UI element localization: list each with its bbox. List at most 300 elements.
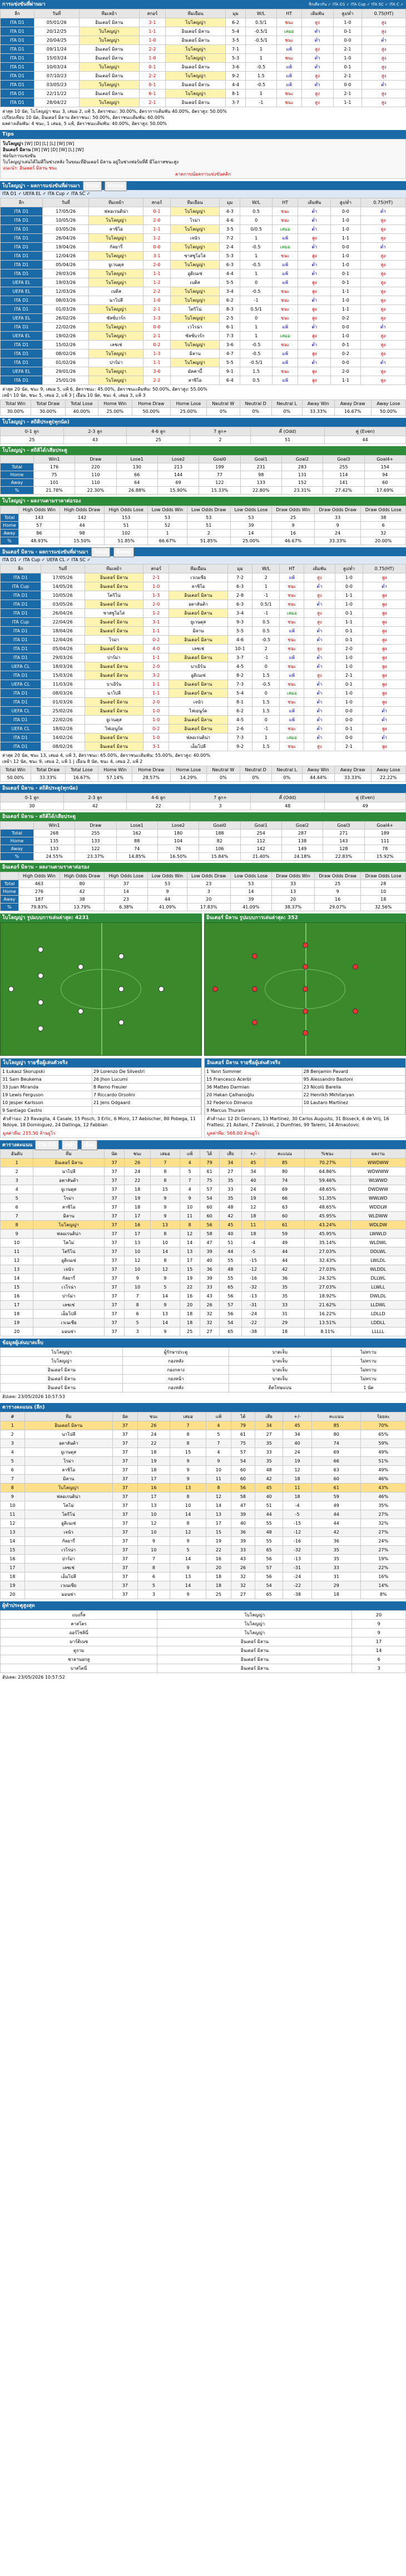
column-header: Goal3 <box>323 456 364 463</box>
table-cell: Home <box>1 471 34 479</box>
column-header: Away Lose <box>371 400 405 408</box>
table-row <box>1 609 406 618</box>
table-cell: Away <box>1 845 34 853</box>
home-formation-title: โบโลญญ่า รูปแบบการเล่นล่าสุด: 4231 <box>0 913 202 922</box>
table-cell: 27% <box>361 1528 406 1537</box>
table-cell: 138 <box>281 837 323 845</box>
table-cell: สูง <box>301 72 333 81</box>
table-cell: แพ้ <box>280 627 304 636</box>
h2h-summary-line-2: เปรียบเทียบ 10 นัด, อินเตอร์ มิลาน อัตราชนะ: 50.00%, อัตราชนะเดิมพัน: 60.00% <box>2 115 165 120</box>
standings-tab-away[interactable]: เยือน <box>81 1140 98 1150</box>
table-cell: 26.88% <box>116 487 157 495</box>
column-header: Goal4+ <box>364 822 405 830</box>
table-cell: 18 <box>241 1230 265 1239</box>
table-cell: ITA D1 <box>1 72 34 81</box>
table-cell: อินเตอร์ มิลาน <box>165 81 225 89</box>
table-cell: เวโรน่า <box>33 1283 105 1292</box>
column-header: สูง/ต่ำ <box>333 9 362 18</box>
table-cell: ต่ำ <box>298 323 331 332</box>
table-cell: 11 <box>1 1247 33 1256</box>
table-cell: สูง <box>362 98 406 107</box>
table-cell: กองหลัง <box>123 1384 229 1392</box>
table-cell: -15 <box>241 1256 265 1265</box>
table-cell: 1-1 <box>333 98 362 107</box>
column-header: วันที่ <box>41 565 85 573</box>
table-row <box>1 296 406 305</box>
column-header: ลีก <box>1 9 34 18</box>
table-cell: 0-0 <box>333 81 362 89</box>
table-cell: 37 <box>112 1555 137 1564</box>
table-cell: 13.79% <box>60 903 105 911</box>
column-header: Lose1 <box>116 456 157 463</box>
table-cell: 37 <box>104 1256 124 1265</box>
table-row <box>1 1176 406 1185</box>
table-cell: 110 <box>75 479 116 487</box>
table-cell: แพ้ <box>273 323 298 332</box>
table-cell: 1-0 <box>143 733 169 742</box>
table-cell: ฟลอเรนติน่า <box>33 1230 105 1239</box>
table-cell: อินเตอร์ มิลาน <box>157 1646 352 1655</box>
table-cell: ITA D1 <box>1 350 43 358</box>
column-header: Draw Odds Lose <box>361 506 406 514</box>
away-squad-table <box>205 1067 405 1115</box>
table-row <box>205 1084 405 1091</box>
table-cell: 143 <box>18 514 60 522</box>
table-cell: 25 <box>127 436 190 444</box>
table-cell: 6 <box>352 1655 406 1664</box>
table-cell: ชนะ <box>273 367 298 376</box>
table-cell: สูง <box>363 662 406 671</box>
table-cell: 5-3 <box>220 252 240 261</box>
home-recent-options[interactable]: ITA D1 ✓ UEFA EL ✓ ITA Cup ✓ ITA SC ✓ <box>0 190 406 198</box>
table-cell: 22.80% <box>240 487 281 495</box>
table-cell: 2 <box>252 573 280 582</box>
table-row <box>1 1230 406 1239</box>
table-cell: 15.92% <box>364 853 405 861</box>
column-header: Goal0 <box>199 456 240 463</box>
table-row <box>1 802 406 810</box>
table-cell: ต่ำ <box>301 54 333 63</box>
table-cell: -0.5 <box>240 287 273 296</box>
table-cell: 16 <box>137 1484 170 1492</box>
column-header: HT <box>273 198 298 207</box>
table-cell: 0.5/1 <box>240 305 273 314</box>
table-cell: 0-2 <box>331 350 360 358</box>
table-cell: 33.33% <box>314 537 361 545</box>
table-cell: 35% <box>361 1501 406 1510</box>
table-cell: สูง <box>363 742 406 751</box>
table-cell: 2 <box>187 530 230 537</box>
table-cell: 0-0 <box>335 733 363 742</box>
table-cell: 60 <box>312 1475 361 1484</box>
table-cell: 48 <box>255 1528 283 1537</box>
table-row <box>1 530 406 537</box>
table-row <box>1 716 406 725</box>
table-cell: 111 <box>364 837 405 845</box>
table-cell: 12 <box>170 1528 206 1537</box>
table-cell: 37 <box>104 1176 124 1185</box>
table-cell: 48 <box>250 802 324 810</box>
table-cell: UEFA EL <box>1 332 43 341</box>
table-cell: ฟลอเรนติน่า <box>169 733 228 742</box>
table-cell: 51.85% <box>187 537 230 545</box>
table-cell: 60 <box>200 1212 219 1221</box>
table-cell: โบโลญญ่า <box>165 72 225 81</box>
h2h-options[interactable]: ลีกเดียวกัน ✓ ITA D1 ✓ ITA Cup ✓ ITA SC ✓ ITA C ✓ <box>309 2 404 7</box>
table-cell: 12 <box>206 1492 231 1501</box>
column-header: Lose2 <box>157 456 199 463</box>
table-cell: 17 <box>137 1492 170 1501</box>
table-cell: 17 <box>125 1230 151 1239</box>
table-row <box>1 1194 406 1203</box>
table-cell: 2 <box>190 436 251 444</box>
table-row <box>1 888 406 896</box>
column-header: Neutral L <box>271 766 302 774</box>
column-header: Draw Odds Win <box>272 872 315 880</box>
table-cell: 18 <box>1 1572 25 1581</box>
tab-away-total[interactable]: Total <box>91 547 111 557</box>
table-cell: ลาซิโอ <box>170 376 220 385</box>
table-cell: ITA D1 <box>1 733 41 742</box>
table-cell: ITA D1 <box>1 296 43 305</box>
player-name: 28 Benjamin Pavard <box>302 1068 405 1076</box>
table-cell: 14 <box>170 1581 206 1590</box>
table-cell: อินเตอร์ มิลาน <box>1 1366 123 1375</box>
tips-link[interactable]: คาดการณ์ผลการแข่งขันคลิก <box>175 172 231 177</box>
table-cell: สูง <box>298 287 331 296</box>
table-cell: 55 <box>219 1274 241 1283</box>
table-cell: โบโลญญ่า <box>79 27 139 36</box>
table-cell: แพ้ <box>273 234 298 243</box>
table-cell: 28.57% <box>132 774 170 782</box>
table-cell: 19 <box>137 1457 170 1466</box>
table-cell: 20 <box>272 896 315 903</box>
table-cell: 16 <box>1 1555 25 1564</box>
table-cell: 50.00% <box>371 408 405 416</box>
table-cell: สูง <box>362 63 406 72</box>
table-cell: 36 <box>231 1528 255 1537</box>
table-cell: 16 <box>125 1221 151 1230</box>
table-cell: 33 <box>200 1283 219 1292</box>
table-cell: 65 <box>255 1590 283 1599</box>
table-cell: 37 <box>104 1239 124 1247</box>
table-cell: ไม่ทราบ <box>331 1366 405 1375</box>
table-row <box>1 1384 406 1392</box>
table-cell: 18/02/26 <box>41 725 85 733</box>
player-name: 21 Jens Odgaard <box>92 1099 201 1107</box>
table-cell: เสมอ <box>273 243 298 252</box>
column-header: ร้อยละ <box>361 1412 406 1421</box>
table-cell: สูง <box>360 314 405 323</box>
table-cell: โบโลญญ่า <box>33 1221 105 1230</box>
table-cell: 56 <box>219 1292 241 1301</box>
table-cell: โบโลญญ่า <box>89 269 143 278</box>
table-cell: -32 <box>283 1546 312 1555</box>
table-cell: 35.14% <box>305 1239 350 1247</box>
table-cell: 19% <box>361 1555 406 1564</box>
table-cell: 1-3 <box>143 314 171 323</box>
table-cell: สูง <box>301 18 333 27</box>
away-recent-options[interactable]: ITA D1 ✓ ITA Cup ✓ UEFA CL ✓ ITA SC ✓ <box>0 556 406 564</box>
table-cell: 1 <box>1 1159 33 1167</box>
table-cell: -5 <box>283 1510 312 1519</box>
standings2-section <box>0 1403 406 1599</box>
table-cell: 10 <box>206 1466 231 1475</box>
table-cell: 37 <box>112 1572 137 1581</box>
table-cell: 18 <box>125 1203 151 1212</box>
table-cell: 65 <box>255 1546 283 1555</box>
table-cell: 36 <box>265 1274 304 1283</box>
table-cell: 0-0 <box>143 243 171 252</box>
table-cell: 14 <box>230 530 272 537</box>
tab-home-total[interactable]: Total <box>83 181 102 191</box>
table-header-row <box>1 1150 406 1159</box>
table-cell: 0% <box>240 408 271 416</box>
table-cell: 17 <box>352 1638 406 1646</box>
table-cell: 9 <box>314 522 361 530</box>
table-cell: 23 <box>105 896 148 903</box>
table-cell: 37 <box>104 1283 124 1292</box>
table-cell: 51 <box>187 522 230 530</box>
table-cell: 08/03/26 <box>42 296 88 305</box>
table-cell: มัคคาบี้ <box>170 367 220 376</box>
table-cell: ต่ำ <box>298 216 331 225</box>
table-cell: 268 <box>33 830 75 837</box>
table-cell: ต่ำ <box>298 261 331 269</box>
table-row <box>1 1492 406 1501</box>
table-cell: 8 <box>125 1301 151 1310</box>
table-cell: 4 <box>206 1421 231 1430</box>
table-cell: 43 <box>200 1292 219 1301</box>
player-name: 36 Matteo Darmian <box>205 1084 303 1091</box>
table-cell: UEFA CL <box>1 707 41 716</box>
table-row <box>1 1265 406 1274</box>
player-marker <box>303 986 308 992</box>
table-header-row <box>1 456 406 463</box>
table-cell: 3-5 <box>226 36 246 45</box>
table-cell: 51 <box>250 436 324 444</box>
table-cell: โบโลญญ่า <box>79 98 139 107</box>
table-cell: -15 <box>283 1519 312 1528</box>
table-cell: 59 <box>265 1230 304 1239</box>
table-header-row <box>1 198 406 207</box>
away-recent-table <box>0 564 406 751</box>
table-cell: ต่ำ <box>298 341 331 350</box>
table-row <box>1 1357 406 1366</box>
player-name: 10 Lautaro Martínez <box>302 1099 405 1107</box>
column-header: เสีย <box>219 1150 241 1159</box>
table-cell: 0-0 <box>335 582 363 591</box>
table-header-row <box>1 822 406 830</box>
column-header: Total Lose <box>65 766 98 774</box>
table-cell: 1 <box>148 530 187 537</box>
table-cell: 74 <box>312 1439 361 1448</box>
table-cell: สูง <box>360 287 405 296</box>
table-cell: 10 <box>125 1247 151 1256</box>
column-header: สกอร์ <box>139 9 165 18</box>
table-cell: 6-3 <box>220 261 240 269</box>
table-cell: 0-2 <box>143 725 169 733</box>
table-cell: เจนัว <box>170 234 220 243</box>
table-cell: 37 <box>112 1537 137 1546</box>
table-cell: มิลาน <box>169 627 228 636</box>
table-cell: ฟลอเรนติน่า <box>89 207 143 216</box>
table-cell: 1-0 <box>333 18 362 27</box>
table-cell: 1-0 <box>333 54 362 63</box>
column-header <box>1 506 19 514</box>
table-cell: 17 <box>1 1301 33 1310</box>
table-cell: โบโลญญ่า <box>89 332 143 341</box>
table-cell: 14 <box>151 1319 180 1327</box>
table-row <box>1 72 406 81</box>
table-cell: 0.5 <box>240 207 273 216</box>
table-cell: 3-6 <box>226 63 246 72</box>
table-cell: 1 <box>1 1421 25 1430</box>
table-cell: 0-1 <box>331 269 360 278</box>
table-cell: อินเตอร์ มิลาน <box>85 742 143 751</box>
table-cell: โบโลญญ่า <box>89 278 143 287</box>
table-cell: 23 <box>187 880 230 888</box>
table-cell: WWLWD <box>350 1194 405 1203</box>
column-header: %ชนะ <box>305 1150 350 1159</box>
table-cell: เอ็มโปลี <box>33 1310 105 1319</box>
table-row <box>1 1546 406 1555</box>
table-cell: สูง <box>304 573 335 582</box>
table-cell: 7-2 <box>227 573 252 582</box>
table-cell: อินเตอร์ มิลาน <box>85 698 143 707</box>
table-cell: 1 <box>240 323 273 332</box>
table-cell: 18 <box>241 1212 265 1221</box>
tab-away-away[interactable]: Away <box>113 547 134 557</box>
standings-tab-league[interactable]: ITA D1 <box>35 1140 59 1150</box>
table-row <box>1 54 406 63</box>
table-cell: 37 <box>104 1274 124 1283</box>
table-cell: 03/05/26 <box>42 225 88 234</box>
table-cell: ไม่ทราบ <box>331 1357 405 1366</box>
table-cell: 60 <box>364 479 405 487</box>
table-cell: แพ้ <box>273 269 298 278</box>
table-cell: 48 <box>219 1203 241 1212</box>
table-row <box>1 680 406 689</box>
table-cell: -16 <box>241 1274 265 1283</box>
table-cell: 46.67% <box>272 537 315 545</box>
table-cell: 37 <box>104 1185 124 1194</box>
table-cell: ชนะ <box>273 296 298 305</box>
player-marker <box>118 986 124 992</box>
table-cell: 17/05/26 <box>42 207 88 216</box>
table-cell: นาโปลี <box>33 1167 105 1176</box>
table-cell: ยูเวนตุส <box>85 716 143 725</box>
table-cell: 2-0 <box>143 216 171 225</box>
table-cell: โบโลญญ่า <box>79 63 139 72</box>
table-cell: DLLWL <box>350 1274 405 1283</box>
player-marker <box>212 986 218 992</box>
standings-title-bar <box>0 1140 406 1149</box>
table-cell: 1-0 <box>331 216 360 225</box>
table-cell: 29 <box>312 1581 361 1590</box>
table-cell: 20/04/25 <box>34 36 79 45</box>
table-cell: 79 <box>231 1421 255 1430</box>
table-cell: 0-2 <box>143 636 169 645</box>
column-header: แพ้ <box>206 1412 231 1421</box>
table-cell: 64.86% <box>305 1167 350 1176</box>
table-cell: 1-0 <box>335 600 363 609</box>
column-header: สกอร์ <box>143 565 169 573</box>
table-cell: โบโลญญ่า <box>165 54 225 63</box>
table-cell: 0-2 <box>331 314 360 323</box>
table-cell: 14 <box>151 1247 180 1256</box>
table-cell: 14.85% <box>116 853 157 861</box>
table-cell: 9 <box>137 1537 170 1546</box>
table-cell: 2-1 <box>333 45 362 54</box>
table-cell: ติดโทษแบน <box>229 1384 331 1392</box>
table-cell: 37 <box>112 1421 137 1430</box>
table-cell: 38 <box>361 514 406 522</box>
table-cell: 141 <box>323 479 364 487</box>
table-cell: 78 <box>364 845 405 853</box>
table-cell: 4 <box>1 1185 33 1194</box>
table-cell: 38 <box>60 896 105 903</box>
table-cell: 1-0 <box>335 698 363 707</box>
table-cell: 35 <box>219 1176 241 1185</box>
table-cell: LLLLL <box>350 1327 405 1336</box>
table-cell: โบโลญญ่า <box>165 45 225 54</box>
column-header: Win1 <box>33 822 75 830</box>
table-cell: 15.90% <box>157 487 199 495</box>
table-cell: 7-3 <box>220 332 240 341</box>
table-cell: โรม่า <box>33 1194 105 1203</box>
table-cell: 187 <box>18 896 60 903</box>
table-cell: 26 <box>200 1301 219 1310</box>
column-header: สกอร์ <box>143 198 171 207</box>
table-row <box>1 207 406 216</box>
table-cell: ปาร์ม่า <box>24 1555 112 1564</box>
column-header: เสีย <box>255 1412 283 1421</box>
table-row <box>1 1655 406 1664</box>
table-cell: อินเตอร์ มิลาน <box>169 591 228 600</box>
player-name: 9 Marcus Thuram <box>205 1107 303 1115</box>
table-cell: 104 <box>157 837 199 845</box>
table-cell: 19 <box>1 1581 25 1590</box>
table-cell: ITA D1 <box>1 689 41 698</box>
table-row <box>1 341 406 350</box>
table-cell: โคโม่ <box>33 1239 105 1247</box>
table-cell: ชาลานอกลู <box>1 1655 157 1664</box>
column-header: High Odds Win <box>18 872 60 880</box>
table-cell: 9 <box>1 1492 25 1501</box>
table-cell: 1-0 <box>331 332 360 341</box>
table-cell: 49 <box>265 1239 304 1247</box>
table-row <box>1 1099 201 1107</box>
injury-table <box>0 1347 406 1392</box>
tab-home-home[interactable]: Home <box>105 181 126 191</box>
table-cell: สูง <box>304 591 335 600</box>
standings-tab-home[interactable]: เหย้า <box>62 1140 78 1150</box>
table-cell: 2-0 <box>143 698 169 707</box>
table-cell: LDLLD <box>350 1310 405 1319</box>
column-header: +/- <box>241 1150 265 1159</box>
table-cell: 37 <box>104 1301 124 1310</box>
table-cell: อินเตอร์ มิลาน <box>85 573 143 582</box>
h2h-section <box>0 0 406 128</box>
table-cell: แพ้ <box>273 261 298 269</box>
column-header: Total Draw <box>31 766 65 774</box>
player-marker <box>38 1026 43 1031</box>
table-cell: 122 <box>199 479 240 487</box>
table-cell: 2-2 <box>139 72 165 81</box>
table-cell: ชนะ <box>273 207 298 216</box>
table-cell: 20/12/25 <box>34 27 79 36</box>
